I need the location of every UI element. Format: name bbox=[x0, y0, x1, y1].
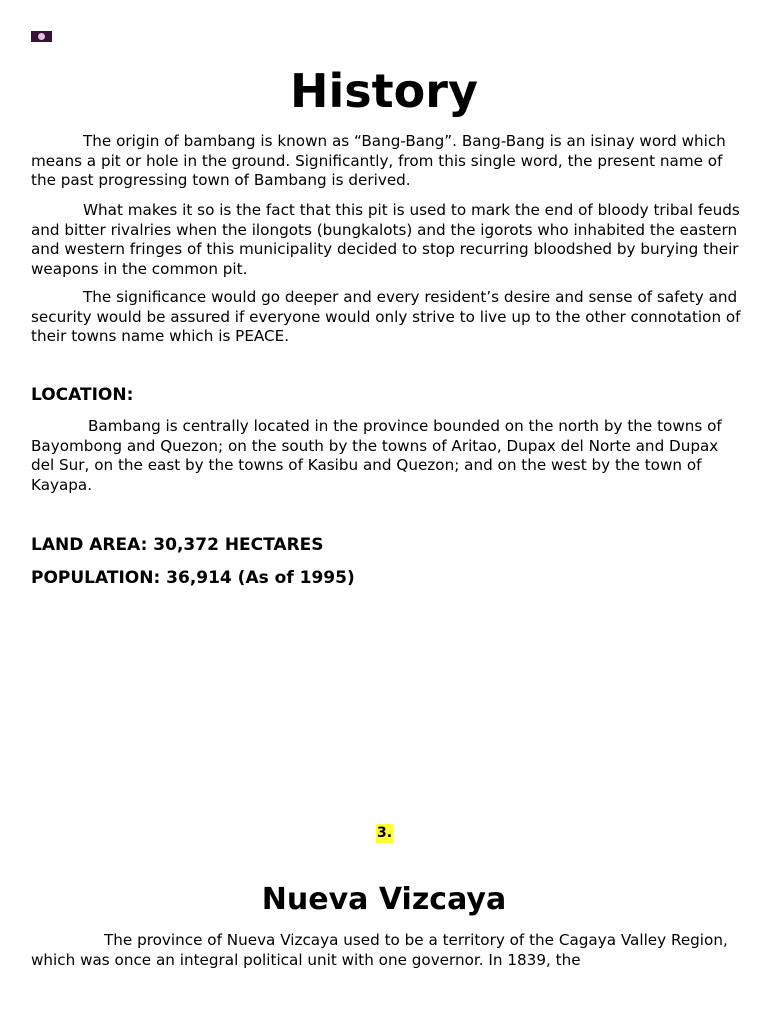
flag-icon bbox=[31, 31, 52, 42]
history-paragraph-1 bbox=[31, 132, 743, 191]
nueva-vizcaya-title: Nueva Vizcaya bbox=[261, 882, 507, 917]
nueva-vizcaya-paragraph-text: The province of Nueva Vizcaya used to be a territory of the Cagaya Valley Region, which was once an integral political unit with one governor. In 1839, the bbox=[31, 931, 733, 969]
history-paragraph-3 bbox=[31, 288, 746, 347]
land-area: LAND AREA: 30,372 HECTARES bbox=[31, 535, 324, 555]
page-number: 3. bbox=[377, 825, 393, 841]
location-heading: LOCATION: bbox=[31, 385, 134, 405]
history-title: History bbox=[290, 64, 478, 118]
history-paragraph-3-text: The significance would go deeper and every resident’s desire and sense of safety and security would be assured if everyone would only strive to live up to the other connotation of their towns name which is PEACE. bbox=[31, 288, 746, 345]
history-paragraph-1-text: The origin of bambang is known as “Bang-Bang”. Bang-Bang is an isinay word which means a pit or hole in the ground. Significantly, from this single word, the present name of the past progressing town of Bambang is derived. bbox=[31, 132, 731, 189]
history-paragraph-2 bbox=[31, 201, 743, 279]
location-paragraph bbox=[31, 417, 743, 495]
nueva-vizcaya-paragraph bbox=[31, 931, 743, 970]
population: POPULATION: 36,914 (As of 1995) bbox=[31, 568, 355, 588]
location-paragraph-text: Bambang is centrally located in the province bounded on the north by the towns of Bayombong and Quezon; on the south by the towns of Aritao, Dupax del Norte and Dupax del Sur, on the east by the towns of Kasibu and Quezon; and on the west by the town of Kayapa. bbox=[31, 417, 727, 494]
history-paragraph-2-text: What makes it so is the fact that this pit is used to mark the end of bloody tribal feuds and bitter rivalries when the ilongots (bungkalots) and the igorots who inhabited the eastern and western fringes of this municipality decided to stop recurring bloodshed by burying their weapons in the common pit. bbox=[31, 201, 745, 278]
flag-emblem bbox=[38, 33, 45, 40]
